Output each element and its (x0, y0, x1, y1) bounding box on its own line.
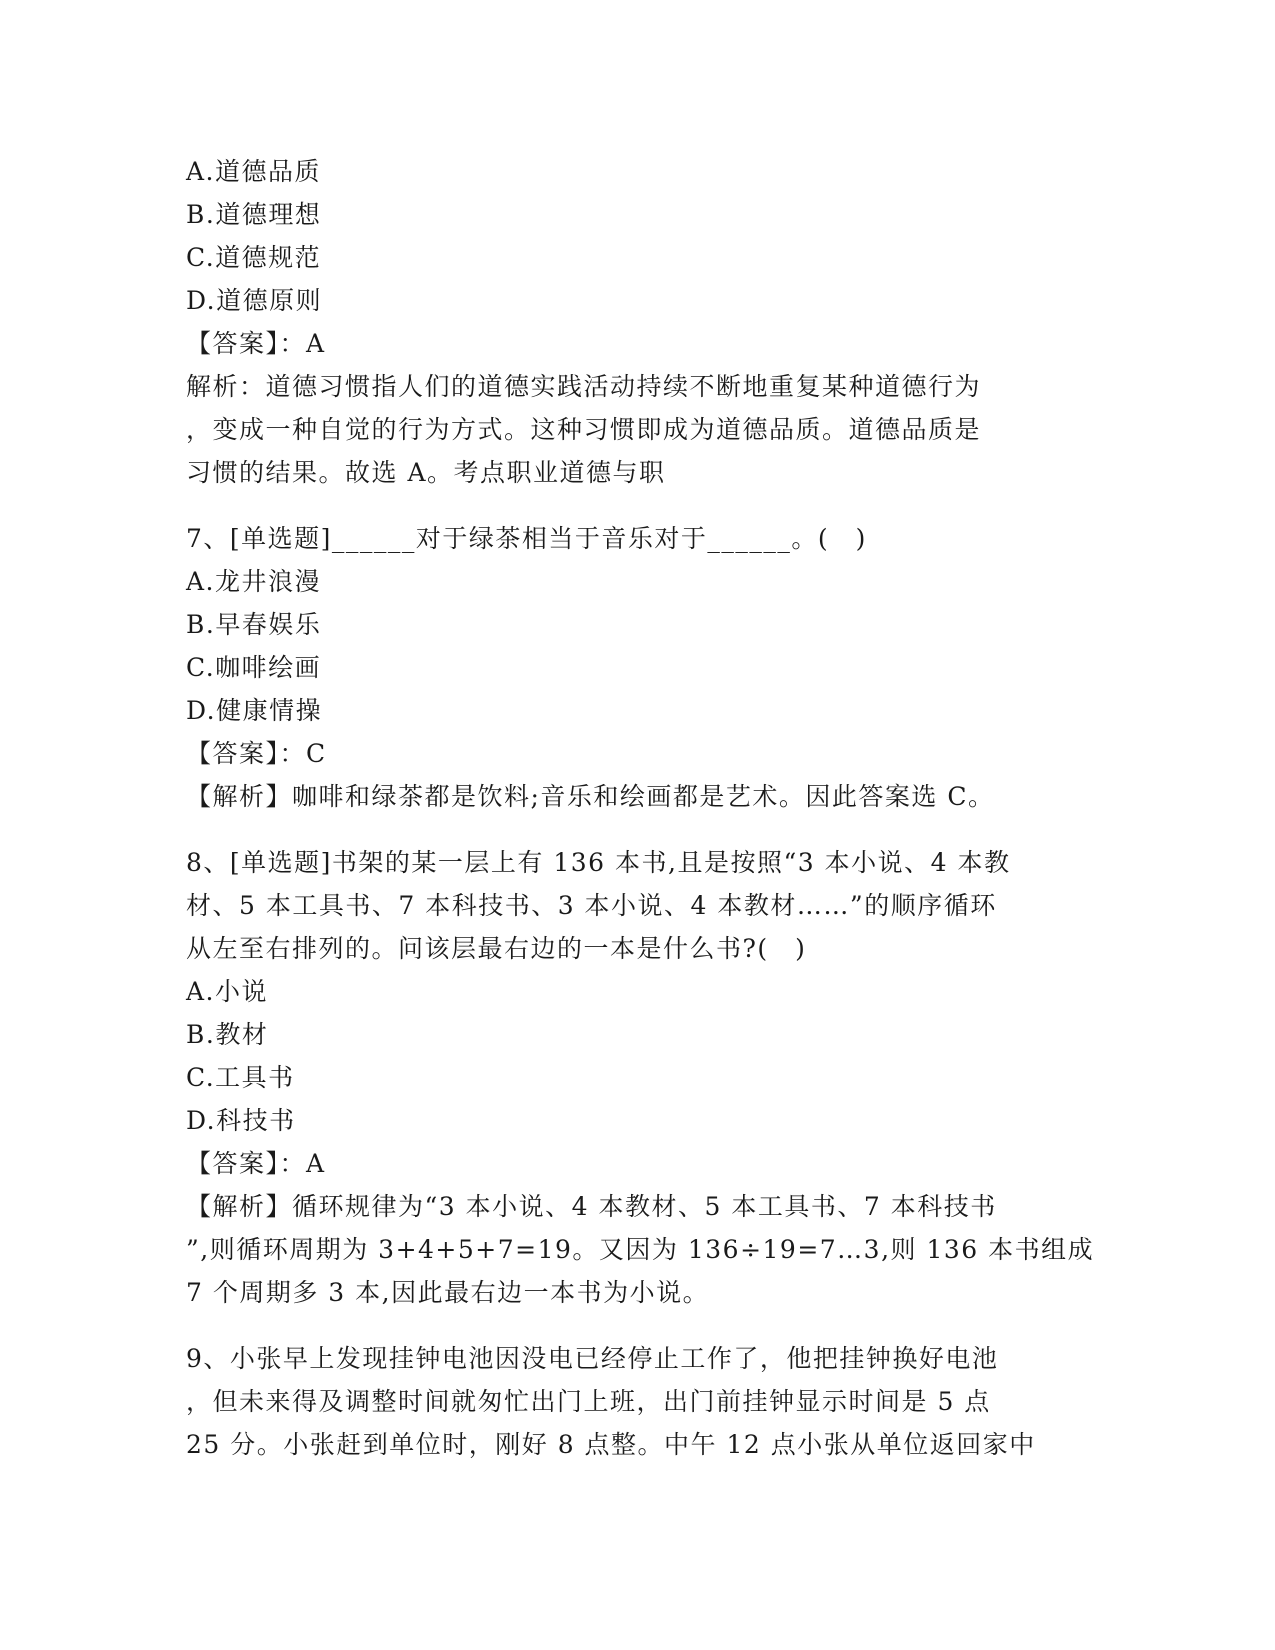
analysis-line: ”,则循环周期为 3+4+5+7=19。又因为 136÷19=7…3,则 136 本书组成 (186, 1235, 1095, 1264)
question-text: 从左至右排列的。问该层最右边的一本是什么书?( ) (186, 934, 807, 963)
question-text: 25 分。小张赶到单位时，刚好 8 点整。中午 12 点小张从单位返回家中 (186, 1430, 1036, 1459)
question-8 (186, 841, 1095, 1314)
option-b: B.教材 (186, 1020, 269, 1049)
question-text: 材、5 本工具书、7 本科技书、3 本小说、4 本教材……”的顺序循环 (186, 891, 997, 920)
analysis-line: 【解析】循环规律为“3 本小说、4 本教材、5 本工具书、7 本科技书 (186, 1192, 997, 1221)
answer: 【答案】：C (186, 739, 327, 768)
analysis-line: 习惯的结果。故选 A。考点职业道德与职 (186, 458, 666, 487)
analysis-line: 7 个周期多 3 本,因此最右边一本书为小说。 (186, 1278, 710, 1307)
question-text: 8、[单选题]书架的某一层上有 136 本书,且是按照“3 本小说、4 本教 (186, 848, 1011, 877)
option-c: C.工具书 (186, 1063, 295, 1092)
question-text: ，但未来得及调整时间就匆忙出门上班，出门前挂钟显示时间是 5 点 (186, 1387, 991, 1416)
option-b: B.早春娱乐 (186, 610, 322, 639)
question-text: 9、小张早上发现挂钟电池因没电已经停止工作了，他把挂钟换好电池 (186, 1344, 999, 1373)
document-content (186, 150, 1095, 1466)
answer: 【答案】：A (186, 1149, 326, 1178)
question-text: 7、[单选题]______对于绿茶相当于音乐对于______。( ) (186, 524, 867, 553)
option-d: D.科技书 (186, 1106, 296, 1135)
option-a: A.小说 (186, 977, 269, 1006)
question-7 (186, 517, 1086, 818)
option-a: A.道德品质 (186, 157, 322, 186)
option-c: C.道德规范 (186, 243, 322, 272)
option-d: D.道德原则 (186, 286, 323, 315)
option-d: D.健康情操 (186, 696, 323, 725)
question-6 (186, 150, 1086, 494)
question-9 (186, 1337, 1086, 1466)
option-b: B.道德理想 (186, 200, 322, 229)
answer: 【答案】：A (186, 329, 326, 358)
option-c: C.咖啡绘画 (186, 653, 322, 682)
analysis-line: 【解析】咖啡和绿茶都是饮料;音乐和绘画都是艺术。因此答案选 C。 (186, 782, 995, 811)
analysis-line: 解析：道德习惯指人们的道德实践活动持续不断地重复某种道德行为 (186, 372, 982, 401)
option-a: A.龙井浪漫 (186, 567, 322, 596)
analysis-line: ，变成一种自觉的行为方式。这种习惯即成为道德品质。道德品质是 (186, 415, 982, 444)
